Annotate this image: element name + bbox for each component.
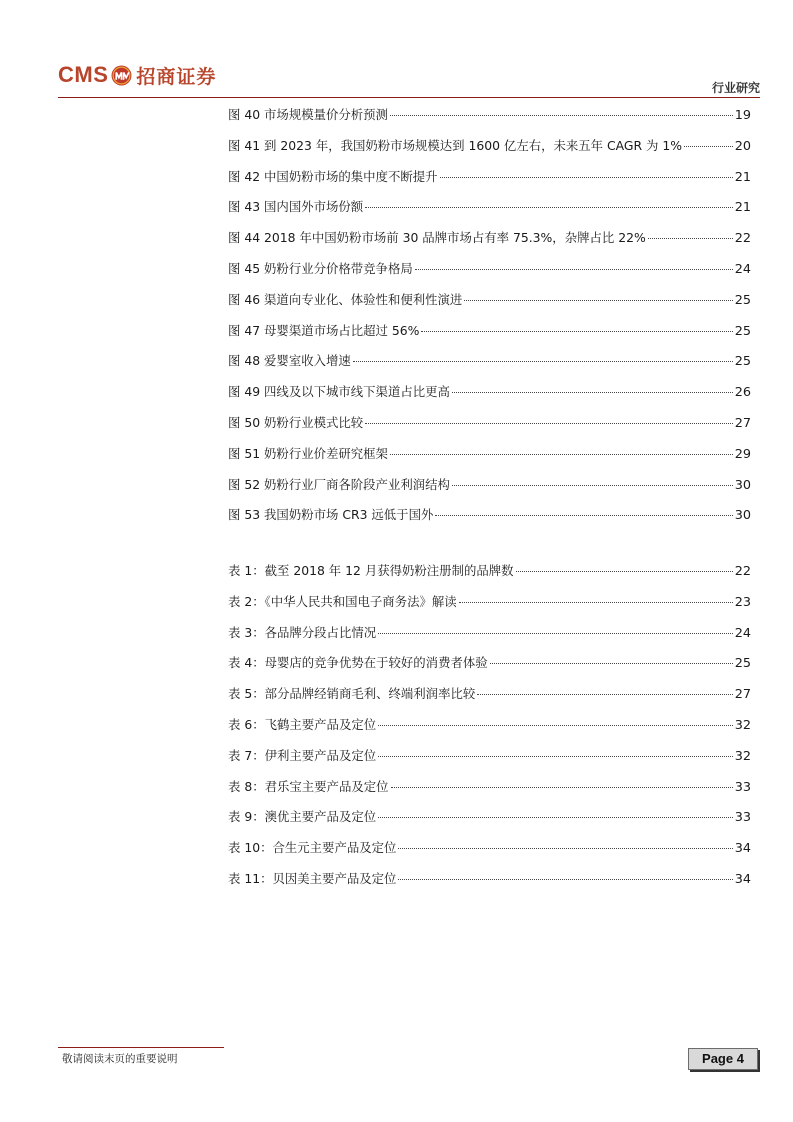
table-entry-page-number: 24 <box>734 625 751 641</box>
section-label: 行业研究 <box>711 81 760 95</box>
dot-leader <box>391 787 733 788</box>
dot-leader <box>452 485 733 486</box>
table-entry[interactable] <box>228 710 751 741</box>
table-entry-label: 表 3：各品牌分段占比情况 <box>228 624 377 640</box>
figure-entry[interactable] <box>228 346 751 377</box>
dot-leader <box>390 115 733 116</box>
figure-entry-page-number: 22 <box>734 231 751 247</box>
table-entry-label: 表 11：贝因美主要产品及定位 <box>228 870 397 886</box>
page-number-badge: Page 4 <box>688 1048 758 1070</box>
figure-entry-page-number: 19 <box>734 108 751 123</box>
table-entry-label: 表 10：合生元主要产品及定位 <box>228 840 397 856</box>
figure-entry[interactable] <box>228 470 751 501</box>
dot-leader <box>452 392 733 393</box>
figure-entry-label: 图 53 我国奶粉市场 CR3 远低于国外 <box>228 507 434 523</box>
table-entry-page-number: 23 <box>734 594 751 610</box>
dot-leader <box>365 207 733 208</box>
table-entry[interactable] <box>228 618 751 649</box>
figure-entry-label: 图 49 四线及以下城市线下渠道占比更高 <box>228 384 450 400</box>
dot-leader <box>378 817 733 818</box>
figure-entry-label: 图 40 市场规模量价分析预测 <box>228 107 388 122</box>
table-entry-label: 表 8：君乐宝主要产品及定位 <box>228 778 389 794</box>
dot-leader <box>490 663 733 664</box>
figure-entry-label: 图 41 到 2023 年，我国奶粉市场规模达到 1600 亿左右，未来五年 CAGR 为 1% <box>228 137 683 153</box>
figure-entry[interactable] <box>228 316 751 347</box>
figure-entry[interactable] <box>228 254 751 285</box>
footer-rule <box>58 1047 224 1048</box>
figure-entry[interactable] <box>228 100 751 131</box>
figure-entry[interactable] <box>228 377 751 408</box>
dot-leader <box>421 331 732 332</box>
figure-entry-label: 图 46 渠道向专业化、体验性和便利性演进 <box>228 291 463 307</box>
dot-leader <box>516 571 733 572</box>
figure-entry-page-number: 24 <box>734 261 751 277</box>
table-entry-page-number: 22 <box>734 564 751 579</box>
table-entry[interactable] <box>228 833 751 864</box>
figure-entry[interactable] <box>228 408 751 439</box>
figure-entry-label: 图 50 奶粉行业模式比较 <box>228 414 364 430</box>
dot-leader <box>435 515 732 516</box>
dot-leader <box>684 146 733 147</box>
figure-entry[interactable] <box>228 192 751 223</box>
table-entry-label: 表 5：部分品牌经销商毛利、终端利润率比较 <box>228 686 476 702</box>
figure-entry-label: 图 51 奶粉行业价差研究框架 <box>228 445 388 461</box>
table-entry-page-number: 33 <box>734 779 751 795</box>
dot-leader <box>378 633 733 634</box>
figure-entry[interactable] <box>228 162 751 193</box>
table-entry-label: 表 2：《中华人民共和国电子商务法》解读 <box>228 593 457 609</box>
table-entry-page-number: 32 <box>734 717 751 733</box>
table-entry[interactable] <box>228 679 751 710</box>
figure-entry-page-number: 21 <box>734 200 751 216</box>
dot-leader <box>459 602 733 603</box>
dot-leader <box>398 848 732 849</box>
figure-entry[interactable] <box>228 285 751 316</box>
dot-leader <box>353 361 733 362</box>
figure-entry[interactable] <box>228 439 751 470</box>
table-entry[interactable] <box>228 556 751 587</box>
figure-entry-page-number: 25 <box>734 323 751 339</box>
dot-leader <box>415 269 733 270</box>
table-entry-label: 表 7：伊利主要产品及定位 <box>228 747 377 763</box>
logo-chinese-text: 招商证券 <box>136 65 217 88</box>
table-entry[interactable] <box>228 802 751 833</box>
table-entry-label: 表 6：飞鹤主要产品及定位 <box>228 716 377 732</box>
table-entry-page-number: 32 <box>734 748 751 764</box>
figure-entry-page-number: 25 <box>734 354 751 370</box>
dot-leader <box>378 725 733 726</box>
figure-entry[interactable] <box>228 500 751 531</box>
logo-emblem-icon <box>111 65 132 86</box>
table-entry-label: 表 9：澳优主要产品及定位 <box>228 809 377 825</box>
dot-leader <box>378 756 733 757</box>
footer-note: 敬请阅读末页的重要说明 <box>62 1053 178 1065</box>
table-entry[interactable] <box>228 587 751 618</box>
figure-entry-label: 图 43 国内国外市场份额 <box>228 199 364 215</box>
table-entry-page-number: 34 <box>734 871 751 887</box>
figure-index <box>228 100 751 531</box>
figure-entry-label: 图 52 奶粉行业厂商各阶段产业利润结构 <box>228 476 450 492</box>
table-entry[interactable] <box>228 741 751 772</box>
figure-entry-page-number: 20 <box>734 138 751 154</box>
figure-entry-label: 图 48 爱婴室收入增速 <box>228 353 351 369</box>
table-entry-page-number: 33 <box>734 810 751 826</box>
figure-entry-label: 图 44 2018 年中国奶粉市场前 30 品牌市场占有率 75.3%，杂牌占比 22% <box>228 230 646 246</box>
figure-entry-label: 图 42 中国奶粉市场的集中度不断提升 <box>228 168 438 184</box>
figure-entry-label: 图 45 奶粉行业分价格带竞争格局 <box>228 260 413 276</box>
dot-leader <box>440 177 733 178</box>
table-entry[interactable] <box>228 864 751 895</box>
figure-entry-page-number: 30 <box>734 508 751 524</box>
figure-entry-page-number: 26 <box>734 385 751 401</box>
figure-entry-page-number: 29 <box>734 446 751 462</box>
logo-latin-text: CMS <box>58 62 109 87</box>
figure-entry-page-number: 25 <box>734 292 751 308</box>
dot-leader <box>464 300 732 301</box>
dot-leader <box>648 238 733 239</box>
table-entry-label: 表 1：截至 2018 年 12 月获得奶粉注册制的品牌数 <box>228 563 514 578</box>
figure-entry-page-number: 27 <box>734 415 751 431</box>
figure-entry-page-number: 21 <box>734 169 751 185</box>
table-index <box>228 556 751 895</box>
table-entry-page-number: 27 <box>734 687 751 703</box>
dot-leader <box>390 454 733 455</box>
dot-leader <box>477 694 732 695</box>
table-entry[interactable] <box>228 648 751 679</box>
table-entry-label: 表 4：母婴店的竞争优势在于较好的消费者体验 <box>228 655 488 671</box>
dot-leader <box>398 879 732 880</box>
company-logo <box>58 58 216 92</box>
figure-entry[interactable] <box>228 223 751 254</box>
figure-entry[interactable] <box>228 131 751 162</box>
table-entry-page-number: 34 <box>734 841 751 857</box>
header-rule <box>58 97 760 98</box>
figure-entry-page-number: 30 <box>734 477 751 493</box>
dot-leader <box>365 423 733 424</box>
table-entry-page-number: 25 <box>734 656 751 672</box>
table-entry[interactable] <box>228 772 751 803</box>
figure-entry-label: 图 47 母婴渠道市场占比超过 56% <box>228 322 420 338</box>
